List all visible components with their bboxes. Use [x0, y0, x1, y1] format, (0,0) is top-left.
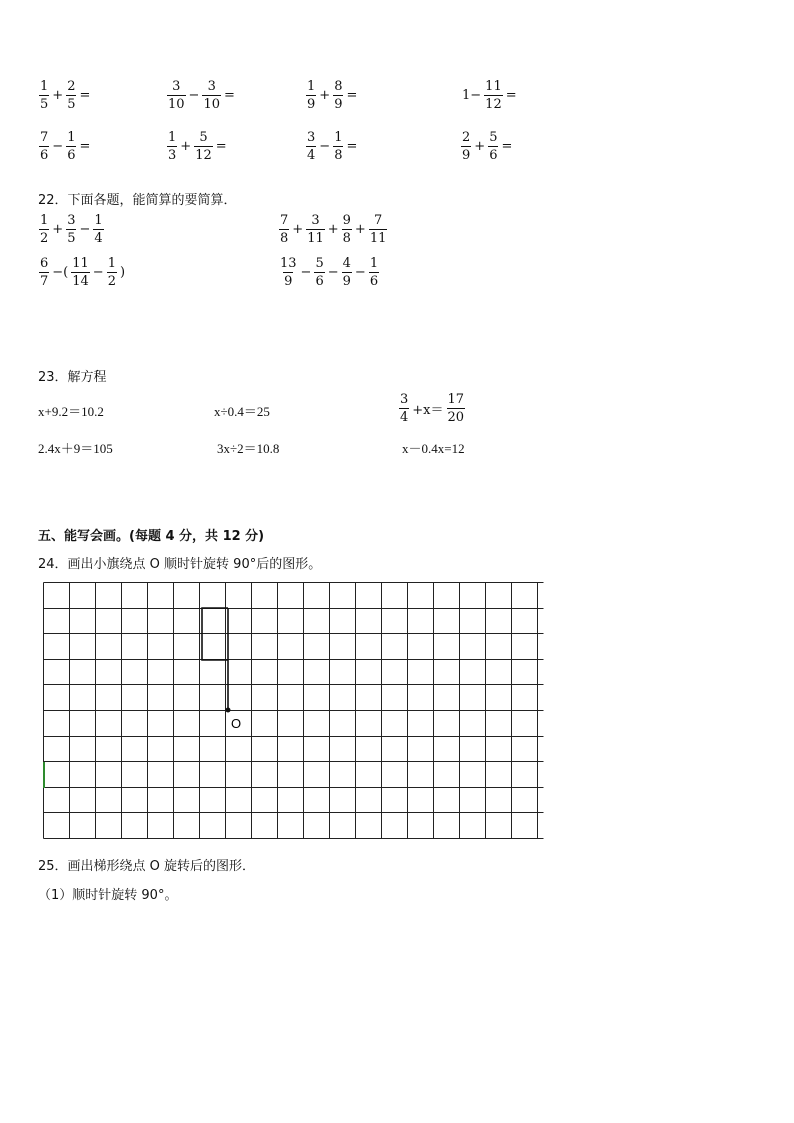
denominator: 10 [203, 97, 220, 112]
numerator: 11 [485, 79, 502, 94]
q25-title: 25．画出梯形绕点 O 旋转后的图形． [38, 859, 256, 874]
fraction [39, 131, 49, 162]
operator: + [52, 88, 64, 103]
denominator: 9 [342, 274, 351, 289]
numerator: 1 [94, 213, 103, 228]
equation-2: x÷0.4＝25 [214, 404, 270, 419]
q21-expr-3 [305, 80, 359, 111]
section-5-title: 五、能写会画。(每题 4 分，共 12 分) [38, 529, 265, 544]
q22-title: 22．下面各题，能简算的要简算． [38, 193, 237, 208]
denominator: 4 [400, 410, 409, 425]
equation-6: x－0.4x=12 [402, 441, 465, 456]
q22-expr-2 [278, 214, 388, 245]
denominator: 9 [334, 97, 343, 112]
q21-expr-2 [166, 80, 237, 111]
numerator: 1 [369, 256, 379, 271]
fraction [107, 257, 117, 288]
numerator: 3 [311, 213, 320, 228]
equation-4: 2.4x＋9＝105 [38, 441, 113, 456]
fraction [342, 257, 352, 288]
numerator: 8 [334, 79, 343, 94]
denominator: 5 [67, 231, 76, 246]
fraction [484, 80, 503, 111]
operator: − [92, 265, 104, 280]
fraction [66, 131, 76, 162]
point-o-label: O [231, 716, 242, 731]
numerator: 2 [67, 79, 76, 94]
operator: − [300, 265, 312, 280]
q21-expr-4 [460, 80, 519, 111]
q22-expr-4 [278, 257, 380, 288]
operator: = [346, 139, 358, 154]
numerator: 1 [67, 130, 76, 145]
operator: −( [52, 265, 69, 280]
fraction [306, 214, 325, 245]
q21-expr-8 [460, 131, 514, 162]
equation-5: 3x÷2＝10.8 [217, 441, 280, 456]
operator: + [52, 222, 64, 237]
numerator: 5 [199, 130, 208, 145]
fraction [167, 80, 186, 111]
denominator: 6 [489, 148, 498, 163]
numerator: 1 [40, 79, 49, 94]
q23-frac-expr [398, 393, 466, 424]
operator: − [319, 139, 331, 154]
denominator: 5 [67, 97, 76, 112]
denominator: 11 [307, 231, 324, 246]
denominator: 2 [40, 231, 49, 246]
numerator: 7 [373, 213, 383, 228]
numerator: 2 [462, 130, 471, 145]
numerator: 1 [334, 130, 343, 145]
numerator: 9 [342, 213, 351, 228]
denominator: 6 [67, 148, 76, 163]
operator: + [292, 222, 304, 237]
operator: ) [119, 265, 126, 280]
denominator: 11 [369, 231, 387, 246]
operator: − [354, 265, 366, 280]
fraction [314, 257, 324, 288]
fraction [488, 131, 498, 162]
fraction [39, 80, 49, 111]
operator: + [354, 222, 366, 237]
operator: + [474, 139, 486, 154]
fraction [306, 131, 316, 162]
fraction [279, 214, 289, 245]
fraction [202, 80, 221, 111]
numerator: 17 [447, 392, 465, 407]
q22-expr-1 [38, 214, 105, 245]
operator: = [505, 88, 517, 103]
operator: = [79, 88, 91, 103]
numerator: 1 [107, 256, 116, 271]
numerator: 3 [400, 392, 409, 407]
fraction [306, 80, 316, 111]
fraction [71, 257, 90, 288]
rotation-point-o [226, 708, 231, 713]
fraction [447, 393, 466, 424]
q21-expr-6 [166, 131, 229, 162]
denominator: 20 [447, 410, 465, 425]
operator: +x＝ [412, 403, 444, 418]
denominator: 6 [369, 274, 379, 289]
denominator: 8 [342, 231, 351, 246]
denominator: 12 [485, 97, 502, 112]
numerator: 1 [40, 213, 49, 228]
denominator: 3 [168, 148, 177, 163]
numerator: 5 [489, 130, 498, 145]
denominator: 8 [334, 148, 343, 163]
fraction [279, 257, 298, 288]
operator: − [327, 265, 339, 280]
numerator: 6 [40, 256, 49, 271]
fraction [461, 131, 471, 162]
numerator: 3 [172, 79, 181, 94]
fraction [93, 214, 103, 245]
denominator: 4 [94, 231, 103, 246]
operator: + [180, 139, 192, 154]
fraction [39, 257, 49, 288]
numerator: 7 [280, 213, 289, 228]
q24-title: 24．画出小旗绕点 O 顺时针旋转 90°后的图形。 [38, 557, 322, 572]
rotation-grid [43, 582, 545, 840]
operator: 1− [462, 88, 482, 103]
numerator: 7 [40, 130, 49, 145]
numerator: 1 [307, 79, 316, 94]
operator: = [79, 139, 91, 154]
denominator: 2 [107, 274, 116, 289]
q23-title: 23．解方程 [38, 370, 107, 385]
fraction [369, 214, 388, 245]
denominator: 12 [195, 148, 212, 163]
numerator: 13 [280, 256, 297, 271]
operator: − [188, 88, 200, 103]
q22-expr-3 [38, 257, 127, 288]
fraction [39, 214, 49, 245]
operator: = [215, 139, 227, 154]
operator: = [346, 88, 358, 103]
fraction [369, 257, 379, 288]
fraction [333, 131, 343, 162]
numerator: 3 [67, 213, 76, 228]
fraction [167, 131, 177, 162]
fraction [194, 131, 213, 162]
operator: = [501, 139, 513, 154]
fraction [66, 214, 76, 245]
numerator: 3 [207, 79, 216, 94]
q25-sub1: （1）顺时针旋转 90°。 [38, 888, 178, 903]
denominator: 9 [462, 148, 471, 163]
fraction [342, 214, 352, 245]
numerator: 1 [168, 130, 177, 145]
numerator: 4 [342, 256, 351, 271]
operator: + [327, 222, 339, 237]
q21-expr-1 [38, 80, 92, 111]
operator: + [319, 88, 331, 103]
denominator: 9 [284, 274, 293, 289]
denominator: 6 [40, 148, 49, 163]
denominator: 9 [307, 97, 316, 112]
q21-expr-7 [305, 131, 359, 162]
denominator: 7 [40, 274, 49, 289]
q21-expr-5 [38, 131, 92, 162]
equation-1: x+9.2＝10.2 [38, 404, 104, 419]
denominator: 14 [72, 274, 89, 289]
operator: = [224, 88, 235, 103]
numerator: 11 [72, 256, 89, 271]
denominator: 4 [307, 148, 316, 163]
numerator: 3 [307, 130, 316, 145]
numerator: 5 [315, 256, 324, 271]
denominator: 10 [168, 97, 185, 112]
denominator: 6 [315, 274, 324, 289]
fraction [399, 393, 409, 424]
fraction [333, 80, 343, 111]
denominator: 5 [40, 97, 49, 112]
denominator: 8 [280, 231, 289, 246]
operator: − [52, 139, 64, 154]
fraction [66, 80, 76, 111]
operator: − [79, 222, 91, 237]
